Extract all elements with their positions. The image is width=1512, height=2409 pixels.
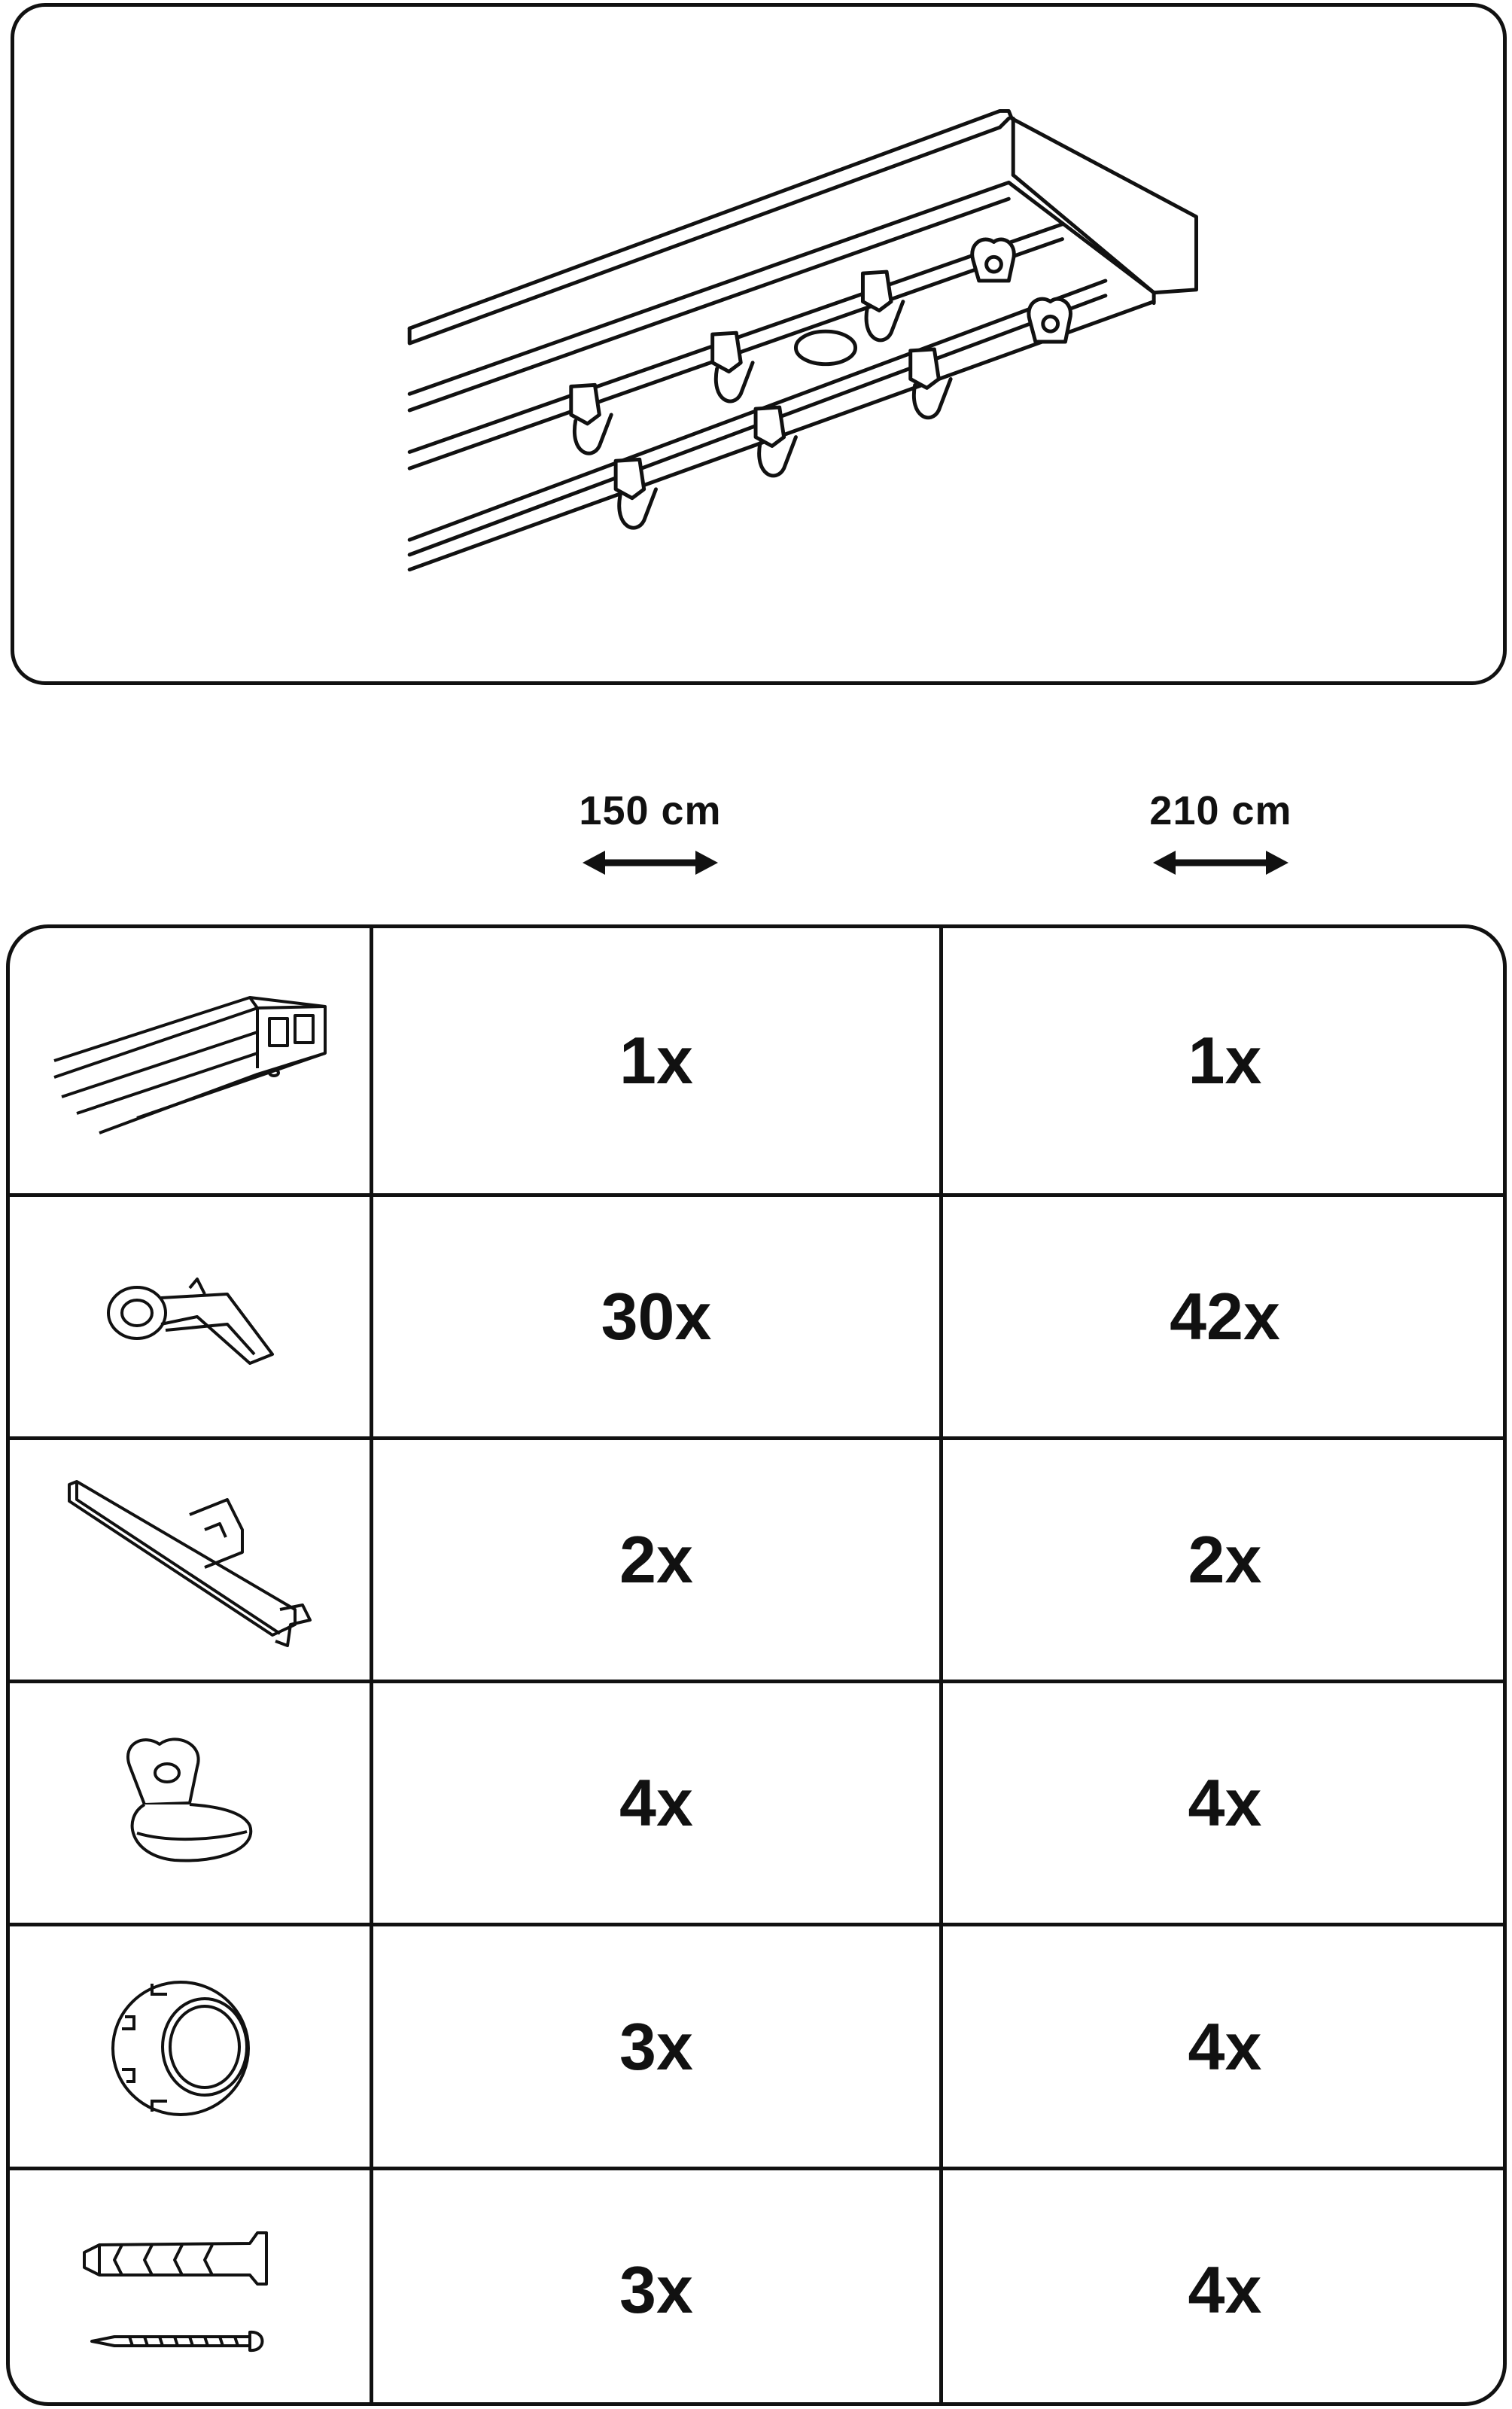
ring-stopper-icon [99,1957,280,2137]
qty-cell-210 [943,1197,1507,1436]
part-icon-cell [10,2170,370,2406]
quantity: 2x [619,1522,693,1597]
quantity: 42x [1170,1279,1280,1354]
part-icon-cell [10,1440,370,1680]
quantity: 1x [1188,1023,1262,1098]
quantity: 4x [619,1765,693,1840]
length-label: 150 cm [579,788,722,833]
table-row [10,1197,1503,1436]
wing-nut-icon [972,239,1015,281]
quantity: 30x [601,1279,712,1354]
track-rail-icon [32,963,348,1159]
parts-table [6,924,1507,2406]
part-icon-cell [10,1683,370,1923]
length-label: 210 cm [1149,788,1292,833]
glider-hook-icon [571,385,611,453]
table-row [10,2170,1503,2406]
glider-hook-icon [77,1241,303,1392]
double-arrow-icon [552,848,748,878]
qty-cell-150 [373,1197,939,1436]
qty-cell-210 [943,1926,1507,2167]
table-row [10,928,1503,1193]
curtain-track-assembly-illustration [14,7,1503,681]
length-header-150 [552,790,748,882]
glider-hook-icon [616,459,656,528]
glider-hook-icon [713,333,753,401]
quantity: 4x [1188,2252,1262,2327]
dowel-and-screw-icon [69,2200,310,2380]
wall-dowel-icon [84,2233,266,2284]
part-icon-cell [10,1926,370,2167]
length-header-210 [1123,790,1319,882]
quantity: 4x [1188,1765,1262,1840]
screw-icon [92,2332,263,2350]
wing-nut-bracket-icon [92,1713,287,1893]
qty-cell-210 [943,2170,1507,2406]
glider-hook-icon [756,407,796,476]
glider-hook-icon [911,349,951,418]
quantity: 3x [619,2252,693,2327]
quantity: 4x [1188,2009,1262,2084]
table-row [10,1926,1503,2167]
wing-nut-icon [1029,299,1071,342]
qty-cell-150 [373,928,939,1193]
qty-cell-210 [943,1440,1507,1680]
double-arrow-icon [1123,848,1319,878]
quantity: 1x [619,1023,693,1098]
qty-cell-150 [373,1440,939,1680]
qty-cell-210 [943,1683,1507,1923]
end-cap-icon [54,1454,325,1665]
part-icon-cell [10,1197,370,1436]
part-icon-cell [10,928,370,1193]
qty-cell-150 [373,1926,939,2167]
qty-cell-150 [373,1683,939,1923]
quantity: 2x [1188,1522,1262,1597]
table-row [10,1440,1503,1680]
hero-illustration-panel [11,3,1507,685]
quantity: 3x [619,2009,693,2084]
qty-cell-150 [373,2170,939,2406]
qty-cell-210 [943,928,1507,1193]
table-row [10,1683,1503,1923]
